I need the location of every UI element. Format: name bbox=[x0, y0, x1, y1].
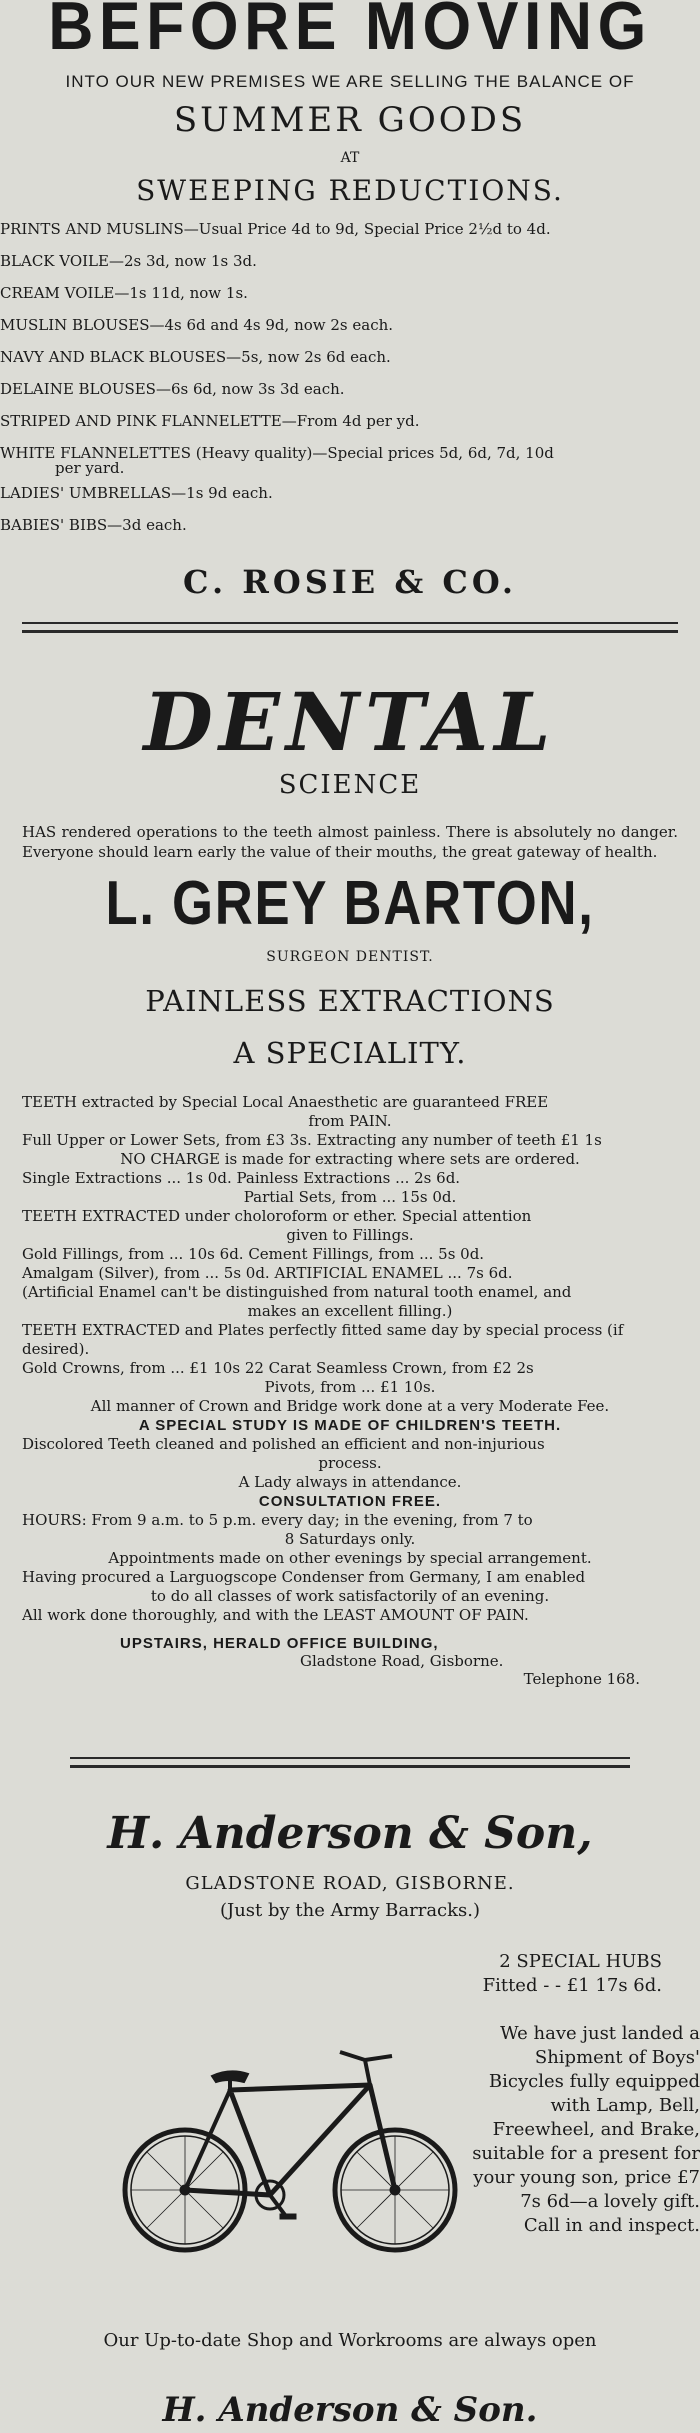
price-line: from PAIN. bbox=[308, 1112, 392, 1130]
dental-headline: DENTAL bbox=[143, 675, 557, 769]
science-heading: SCIENCE bbox=[278, 770, 422, 800]
anderson-advertisement bbox=[0, 1790, 700, 2433]
sale-item: BLACK VOILE—2s 3d, now 1s 3d. bbox=[0, 252, 257, 270]
rosie-firm-name: C. ROSIE & CO. bbox=[183, 563, 517, 601]
sale-item: DELAINE BLOUSES—6s 6d, now 3s 3d each. bbox=[0, 380, 345, 398]
price-line: (Artificial Enamel can't be distinguished from natural tooth enamel, and bbox=[22, 1283, 572, 1301]
premises-subline: INTO OUR NEW PREMISES WE ARE SELLING THE BALANCE OF bbox=[65, 72, 635, 91]
anderson-address: GLADSTONE ROAD, GISBORNE. bbox=[185, 1873, 515, 1894]
surgeon-title: SURGEON DENTIST. bbox=[266, 949, 434, 965]
sale-item: BABIES' BIBS—3d each. bbox=[0, 516, 187, 534]
price-line: 8 Saturdays only. bbox=[284, 1530, 416, 1548]
consultation-free-line: CONSULTATION FREE. bbox=[258, 1493, 442, 1510]
bicycle-illustration bbox=[120, 2030, 480, 2260]
hours-line: HOURS: From 9 a.m. to 5 p.m. every day; in the evening, from 7 to bbox=[22, 1511, 533, 1529]
bicycles-description: We have just landed a Shipment of Boys' Bicycles fully equipped with Lamp, Bell, Freewheel, and Brake, suitable for a present for your young son, price £7 7s 6d—a lovely gift. bbox=[472, 2023, 700, 2212]
dentist-name: L. GREY BARTON, bbox=[105, 869, 595, 938]
section-divider bbox=[70, 1757, 630, 1768]
price-line: makes an excellent filling.) bbox=[247, 1302, 453, 1320]
price-line: TEETH extracted by Special Local Anaesthetic are guaranteed FREE bbox=[22, 1093, 549, 1111]
before-moving-headline: BEFORE MOVING bbox=[48, 0, 652, 64]
price-line: Pivots, from ... £1 10s. bbox=[264, 1378, 436, 1396]
speciality-line-2: A SPECIALITY. bbox=[233, 1036, 467, 1070]
sale-item: WHITE FLANNELETTES (Heavy quality)—Special prices 5d, 6d, 7d, 10d bbox=[0, 444, 554, 462]
telephone-number: Telephone 168. bbox=[523, 1670, 640, 1688]
price-line: to do all classes of work satisfactorily of an evening. bbox=[150, 1587, 550, 1605]
price-line: Gold Crowns, from ... £1 10s 22 Carat Seamless Crown, from £2 2s bbox=[22, 1359, 534, 1377]
price-line: given to Fillings. bbox=[286, 1226, 414, 1244]
price-line: A Lady always in attendance. bbox=[238, 1473, 462, 1491]
boys-bicycles-offer bbox=[460, 2022, 700, 2238]
anderson-firm-name: H. Anderson & Son, bbox=[107, 1808, 593, 1859]
price-line: Full Upper or Lower Sets, from £3 3s. Extracting any number of teeth £1 1s bbox=[22, 1131, 602, 1149]
sale-item: LADIES' UMBRELLAS—1s 9d each. bbox=[0, 484, 273, 502]
sale-item-continuation: per yard. bbox=[55, 459, 125, 477]
call-in-line: Call in and inspect. bbox=[523, 2215, 700, 2236]
army-barracks-note: (Just by the Army Barracks.) bbox=[219, 1900, 481, 1921]
sale-item: MUSLIN BLOUSES—4s 6d and 4s 9d, now 2s each. bbox=[0, 316, 394, 334]
summer-goods-heading: SUMMER GOODS bbox=[173, 100, 527, 140]
price-line: Gold Fillings, from ... 10s 6d. Cement Fillings, from ... 5s 0d. bbox=[22, 1245, 485, 1263]
price-line: TEETH EXTRACTED and Plates perfectly fitted same day by special process (if desired). bbox=[22, 1321, 624, 1358]
sweeping-reductions-heading: SWEEPING REDUCTIONS. bbox=[136, 174, 564, 207]
dental-advertisement bbox=[0, 660, 700, 1725]
speciality-line-1: PAINLESS EXTRACTIONS bbox=[145, 984, 555, 1018]
at-label: AT bbox=[340, 150, 360, 166]
price-line: Partial Sets, from ... 15s 0d. bbox=[243, 1188, 457, 1206]
price-line: Amalgam (Silver), from ... 5s 0d. ARTIFICIAL ENAMEL ... 7s 6d. bbox=[22, 1264, 513, 1282]
price-line: Having procured a Larguogscope Condenser from Germany, I am enabled bbox=[22, 1568, 586, 1586]
dental-price-list bbox=[0, 1093, 700, 1625]
dental-intro: HAS rendered operations to the teeth almost painless. There is absolutely no danger. Everyone should learn early the value of their mouths, the great gateway of health. bbox=[22, 823, 678, 861]
price-line: All manner of Crown and Bridge work done at a very Moderate Fee. bbox=[90, 1397, 610, 1415]
price-line: All work done thoroughly, and with the LEAST AMOUNT OF PAIN. bbox=[22, 1606, 529, 1624]
sale-items-list bbox=[0, 213, 700, 541]
anderson-footer-name: H. Anderson & Son. bbox=[162, 2390, 538, 2430]
upstairs-address: UPSTAIRS, HERALD OFFICE BUILDING, bbox=[120, 1635, 439, 1652]
price-line: TEETH EXTRACTED under choloroform or ether. Special attention bbox=[22, 1207, 532, 1225]
price-line: Appointments made on other evenings by special arrangement. bbox=[108, 1549, 592, 1567]
price-line: Single Extractions ... 1s 0d. Painless Extractions ... 2s 6d. bbox=[22, 1169, 461, 1187]
rosie-advertisement bbox=[0, 0, 700, 610]
hubs-title: 2 SPECIAL HUBS bbox=[499, 1951, 662, 1972]
gladstone-address: Gladstone Road, Gisborne. bbox=[300, 1652, 504, 1670]
children-teeth-line: A SPECIAL STUDY IS MADE OF CHILDREN'S TEETH. bbox=[138, 1417, 562, 1434]
sale-item: CREAM VOILE—1s 11d, now 1s. bbox=[0, 284, 248, 302]
shop-open-line: Our Up-to-date Shop and Workrooms are always open bbox=[103, 2330, 597, 2351]
price-line: NO CHARGE is made for extracting where sets are ordered. bbox=[120, 1150, 580, 1168]
price-line: Discolored Teeth cleaned and polished an efficient and non-injurious bbox=[22, 1435, 545, 1453]
sale-item: STRIPED AND PINK FLANNELETTE—From 4d per yd. bbox=[0, 412, 420, 430]
sale-item: PRINTS AND MUSLINS—Usual Price 4d to 9d, Special Price 2½d to 4d. bbox=[0, 220, 551, 238]
special-hubs-offer bbox=[483, 1950, 662, 1998]
hubs-price: Fitted - - £1 17s 6d. bbox=[482, 1975, 662, 1996]
section-divider bbox=[22, 622, 678, 633]
price-line: process. bbox=[318, 1454, 382, 1472]
sale-item: NAVY AND BLACK BLOUSES—5s, now 2s 6d each. bbox=[0, 348, 391, 366]
handlebars bbox=[340, 2052, 392, 2085]
